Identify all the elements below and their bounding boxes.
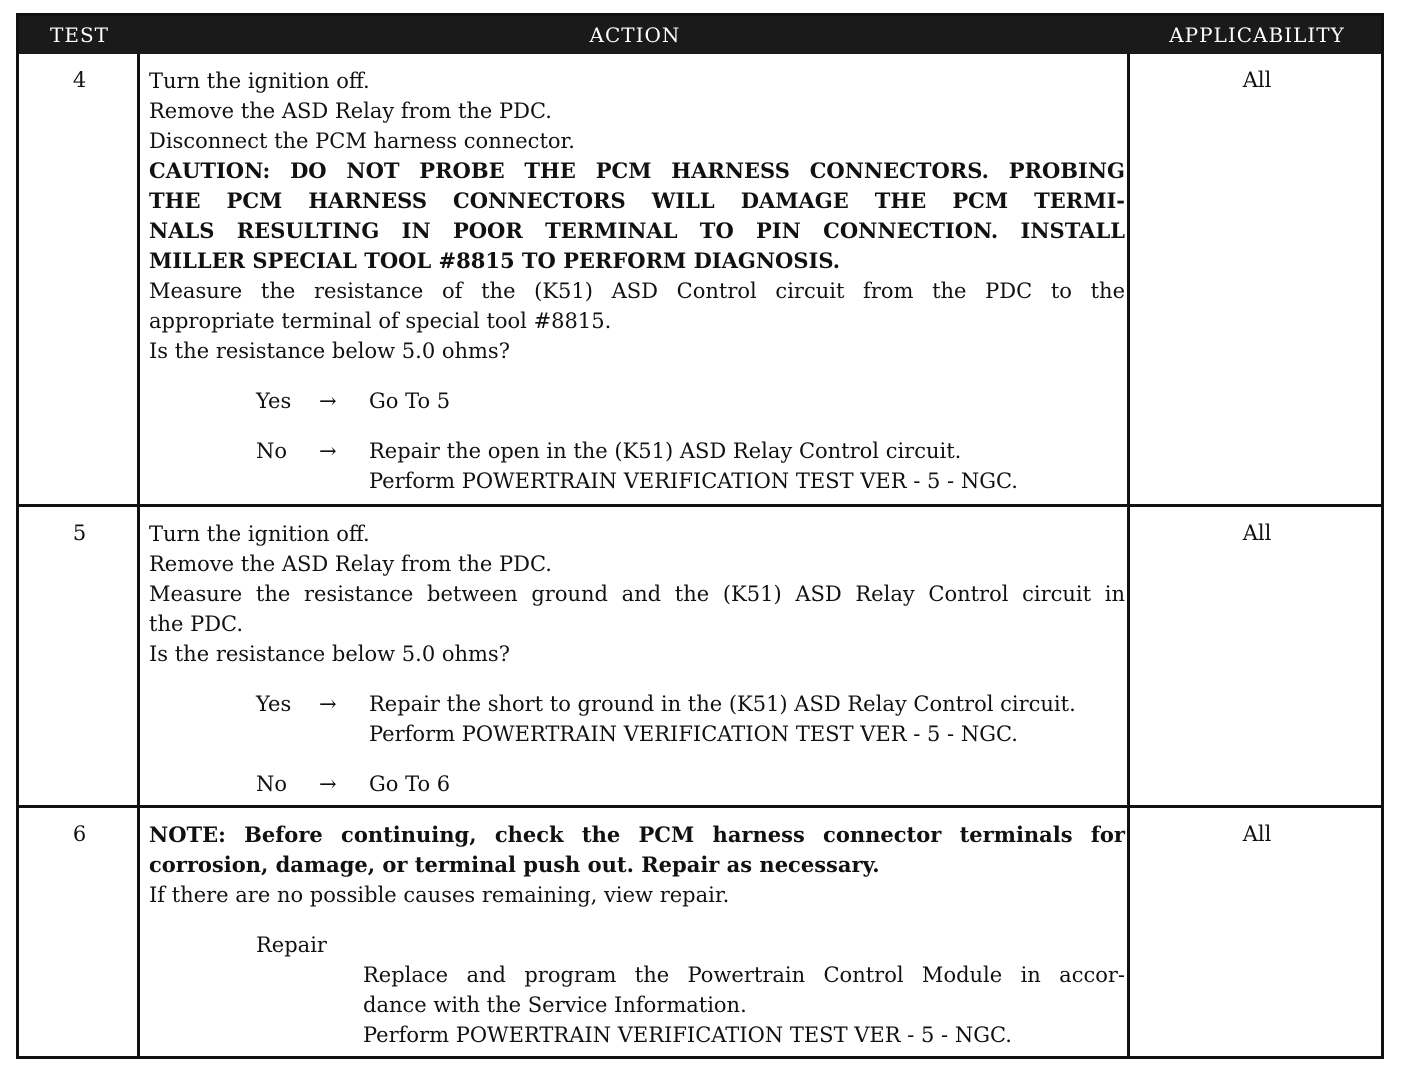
diagnostic-table [16,13,1384,1059]
no-answer [149,769,1125,799]
action-cell [149,519,1125,799]
repair-block [149,960,1125,1050]
action-cell [149,66,1125,496]
table-header [19,16,1381,54]
applicability-cell: All [1242,521,1272,545]
repair-text: Perform POWERTRAIN VERIFICATION TEST VER - 5 - NGC. [363,1023,1012,1047]
no-result: Go To 6 [369,772,451,796]
action-step: Disconnect the PCM harness connector. [149,129,575,153]
yes-label: Yes [256,692,292,716]
measure-text: appropriate terminal of special tool #8815. [149,309,612,333]
yes-answer [149,689,1125,719]
repair-text: dance with the Service Information. [363,993,747,1017]
test-number: 5 [72,521,87,545]
no-result: Repair the open in the (K51) ASD Relay Control circuit. [369,439,962,463]
table-row [19,507,1381,805]
header-action: ACTION [589,23,681,47]
caution-text: CAUTION: DO NOT PROBE THE PCM HARNESS CONNECTORS. PROBING [149,158,1125,183]
arrow-icon: → [319,389,337,413]
header-test: TEST [50,23,109,47]
caution-text: NALS RESULTING IN POOR TERMINAL TO PIN CONNECTION. INSTALL [149,218,1125,243]
table-row [19,54,1381,506]
no-label: No [256,772,288,796]
question-text: Is the resistance below 5.0 ohms? [149,339,510,363]
repair-label: Repair [256,933,327,957]
yes-answer [149,386,1125,416]
note-text: corrosion, damage, or terminal push out. Repair as necessary. [149,852,880,877]
info-text: If there are no possible causes remaining, view repair. [149,883,730,907]
no-result-verify: Perform POWERTRAIN VERIFICATION TEST VER - 5 - NGC. [369,469,1018,493]
yes-result: Go To 5 [369,389,451,413]
measure-text: Measure the resistance of the (K51) ASD Control circuit from the PDC to the [149,279,1125,303]
no-answer [149,436,1125,466]
test-number: 4 [72,68,87,92]
action-cell [149,820,1125,1050]
test-number: 6 [72,822,87,846]
no-label: No [256,439,288,463]
measure-text: Measure the resistance between ground and the (K51) ASD Relay Control circuit in [149,582,1125,606]
arrow-icon: → [319,439,337,463]
arrow-icon: → [319,692,337,716]
action-step: Turn the ignition off. [149,522,370,546]
yes-result: Repair the short to ground in the (K51) ASD Relay Control circuit. [369,692,1076,716]
measure-text: the PDC. [149,612,244,636]
arrow-icon: → [319,772,337,796]
header-applicability: APPLICABILITY [1169,23,1345,47]
repair-text: Replace and program the Powertrain Control Module in accor- [363,963,1125,987]
yes-result-verify: Perform POWERTRAIN VERIFICATION TEST VER - 5 - NGC. [369,722,1018,746]
caution-text: MILLER SPECIAL TOOL #8815 TO PERFORM DIAGNOSIS. [149,248,841,273]
table-row [19,808,1381,1056]
action-step: Turn the ignition off. [149,69,370,93]
caution-text: THE PCM HARNESS CONNECTORS WILL DAMAGE THE PCM TERMI- [149,188,1125,213]
action-step: Remove the ASD Relay from the PDC. [149,552,552,576]
applicability-cell: All [1242,822,1272,846]
yes-label: Yes [256,389,292,413]
question-text: Is the resistance below 5.0 ohms? [149,642,510,666]
note-text: NOTE: Before continuing, check the PCM harness connector terminals for [149,822,1125,847]
action-step: Remove the ASD Relay from the PDC. [149,99,552,123]
applicability-cell: All [1242,68,1272,92]
